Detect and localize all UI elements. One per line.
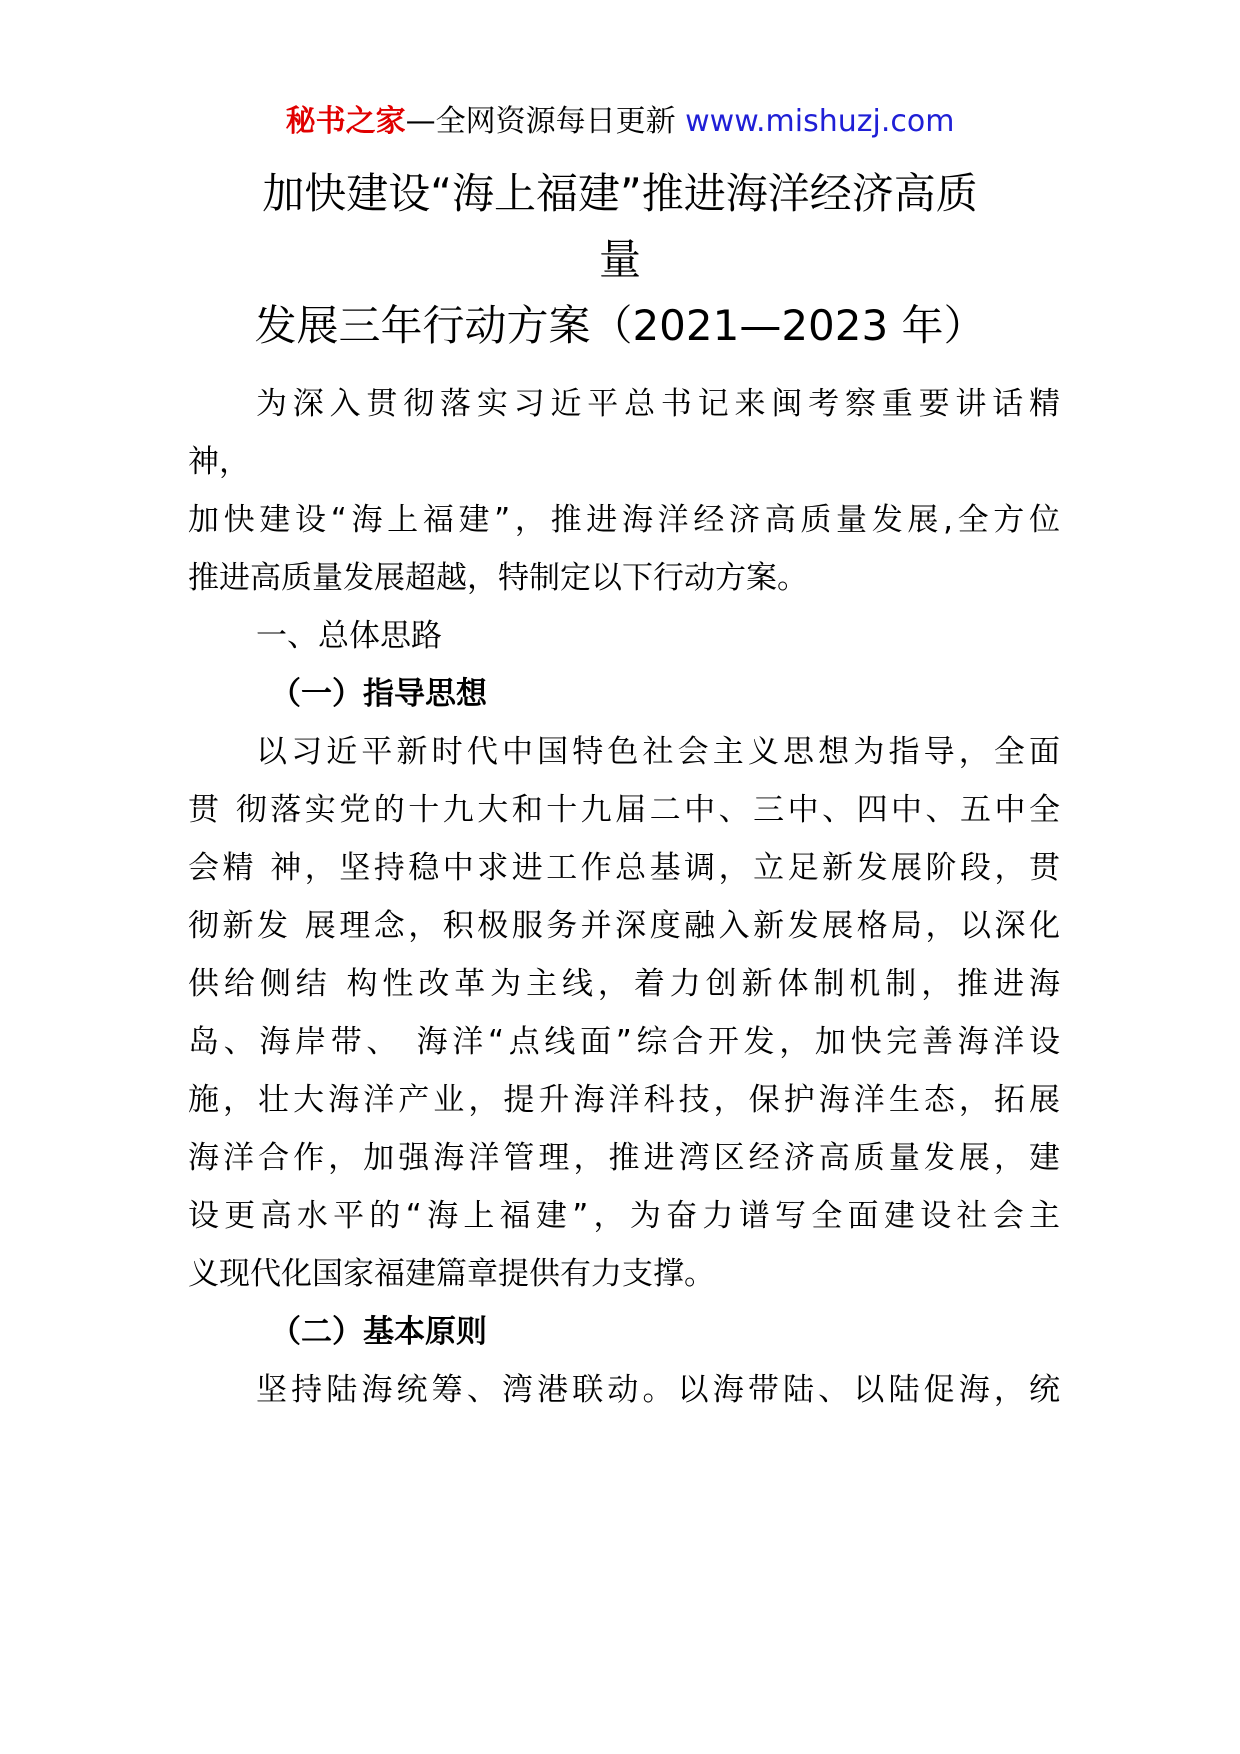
paragraph-line: 会精 神，坚持稳中求进工作总基调，立足新发展阶段，贯 [188, 850, 1060, 886]
banner-slogan: —全网资源每日更新 [405, 104, 686, 139]
document-title-line-2: 量 [598, 235, 641, 284]
watermark-banner [0, 100, 1240, 144]
document-title-line-3: 发展三年行动方案（2021—2023 年） [254, 301, 986, 350]
intro-line-2: 神， [188, 444, 250, 480]
paragraph-line: 贯 彻落实党的十九大和十九届二中、三中、四中、五中全 [188, 792, 1060, 828]
banner-url[interactable]: www.mishuzj.com [685, 104, 955, 139]
intro-line-4: 推进高质量发展超越，特制定以下行动方案。 [188, 560, 808, 596]
paragraph-line: 设更高水平的“海上福建”，为奋力谱写全面建设社会主 [188, 1198, 1060, 1234]
section-heading-general-approach: 一、总体思路 [256, 618, 442, 654]
document-title-line-1: 加快建设“海上福建”推进海洋经济高质 [262, 169, 978, 218]
banner-brand: 秘书之家 [285, 104, 406, 139]
paragraph-line: 坚持陆海统筹、湾港联动。以海带陆、以陆促海，统 [256, 1372, 1060, 1408]
subsection-heading-basic-principles: （二）基本原则 [270, 1314, 487, 1350]
intro-line-1: 为深入贯彻落实习近平总书记来闽考察重要讲话精 [256, 386, 1060, 422]
subsection-heading-guiding-ideology: （一）指导思想 [270, 676, 487, 712]
paragraph-line: 义现代化国家福建篇章提供有力支撑。 [188, 1256, 715, 1292]
paragraph-line: 岛、海岸带、 海洋“点线面”综合开发，加快完善海洋设 [188, 1024, 1060, 1060]
intro-line-3: 加快建设“海上福建”，推进海洋经济高质量发展,全方位 [188, 502, 1060, 538]
paragraph-line: 以习近平新时代中国特色社会主义思想为指导，全面 [256, 734, 1060, 770]
paragraph-line: 施，壮大海洋产业，提升海洋科技，保护海洋生态，拓展 [188, 1082, 1060, 1118]
paragraph-line: 海洋合作，加强海洋管理，推进湾区经济高质量发展，建 [188, 1140, 1060, 1176]
paragraph-line: 供给侧结 构性改革为主线，着力创新体制机制，推进海 [188, 966, 1060, 1002]
paragraph-line: 彻新发 展理念，积极服务并深度融入新发展格局，以深化 [188, 908, 1060, 944]
